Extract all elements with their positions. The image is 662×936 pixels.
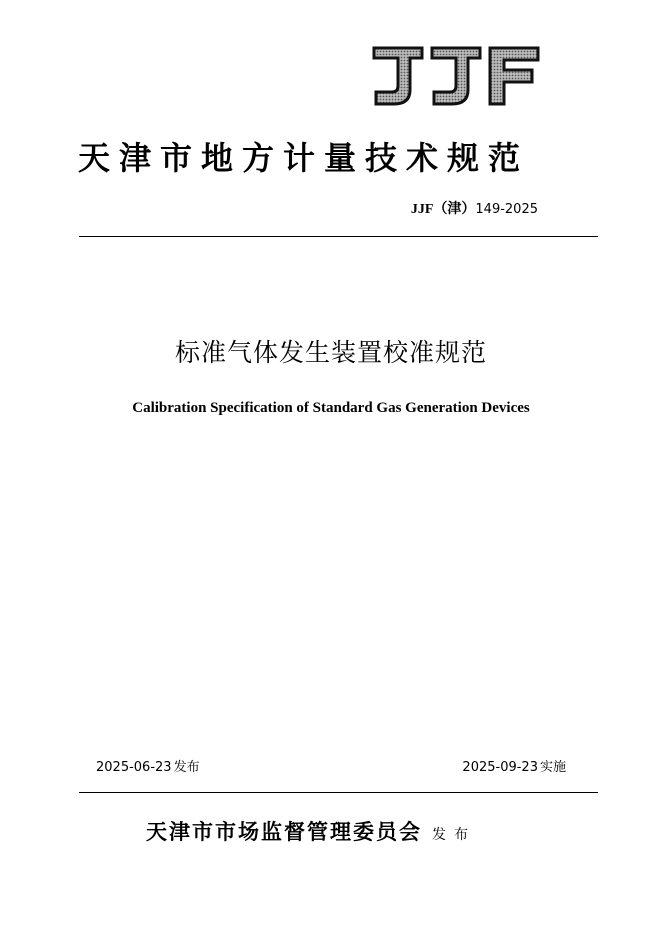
effective-date-value: 2025-09-23 — [462, 760, 538, 775]
document-title-cn: 标准气体发生装置校准规范 — [174, 338, 487, 367]
document-number — [411, 200, 538, 219]
document-title-en: Calibration Specification of Standard Gas Generation Devices — [132, 400, 530, 416]
document-type-title: 天津市地方计量技术规范 — [78, 139, 530, 177]
issue-date-label: 发布 — [173, 760, 200, 775]
document-number-prefix: JJF（津） — [410, 202, 476, 217]
bottom-divider — [79, 792, 598, 793]
top-divider — [79, 236, 598, 237]
effective-date — [462, 758, 566, 778]
issuer — [146, 816, 476, 851]
issuer-organization: 天津市市场监督管理委员会 — [146, 819, 422, 844]
document-number-value: 149-2025 — [475, 202, 538, 217]
effective-date-label: 实施 — [539, 760, 566, 775]
issue-date-value: 2025-06-23 — [96, 760, 172, 775]
jjf-logo-icon — [370, 44, 542, 108]
issue-date — [96, 758, 200, 778]
issuer-publish-label: 发布 — [432, 827, 476, 843]
